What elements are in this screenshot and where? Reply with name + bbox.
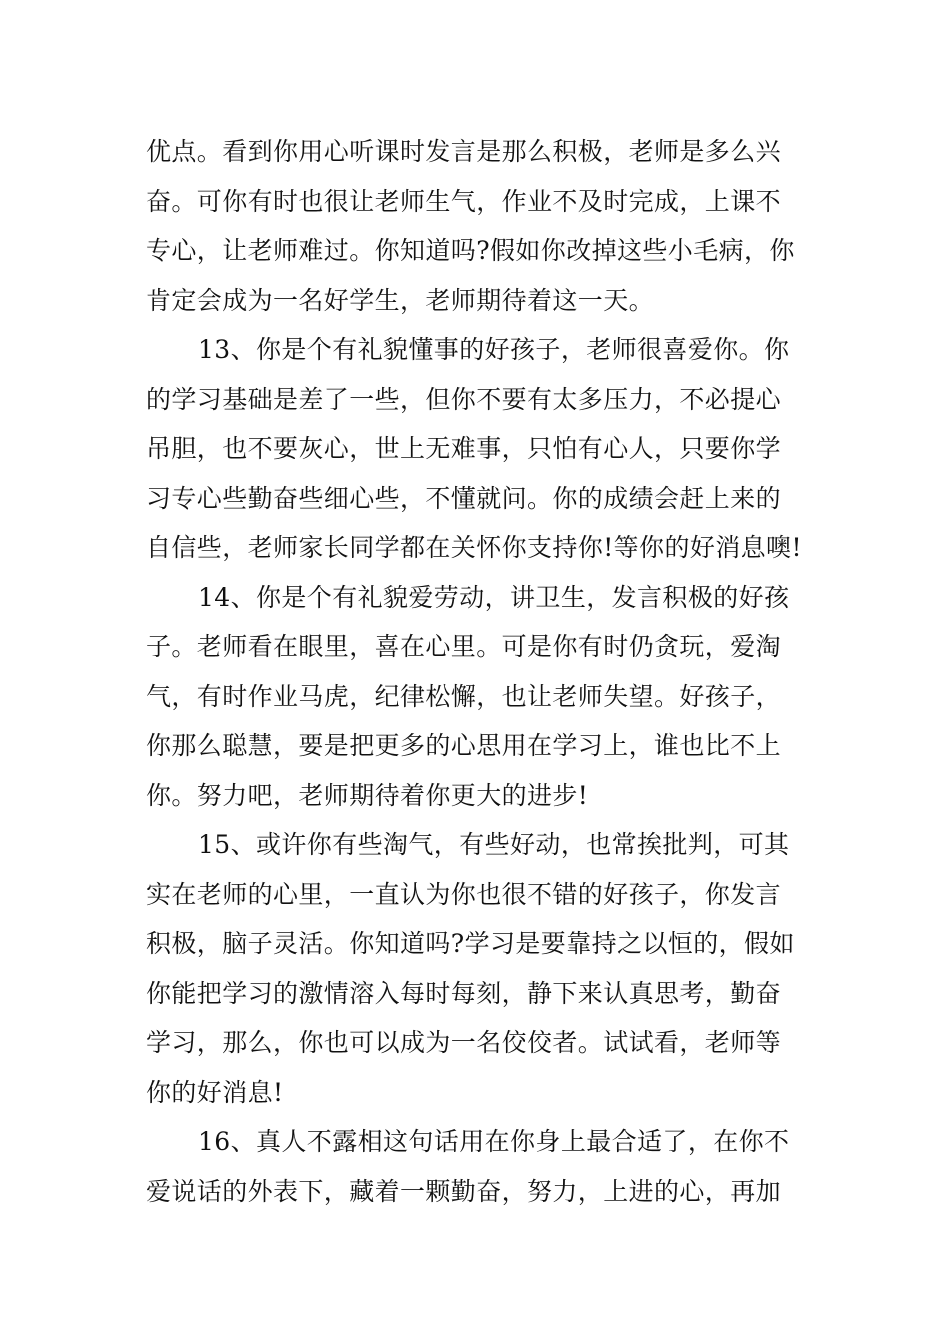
text-line: 自信些，老师家长同学都在关怀你支持你!等你的好消息噢! (146, 533, 802, 562)
text-line: 你的好消息! (146, 1077, 284, 1107)
text-line: 16、真人不露相这句话用在你身上最合适了，在你不 (198, 1127, 790, 1156)
text-line: 奋。可你有时也很让老师生气，作业不及时完成，上课不 (146, 186, 782, 216)
text-line: 的学习基础是差了一些，但你不要有太多压力，不必提心 (146, 384, 782, 414)
text-line: 你。努力吧，老师期待着你更大的进步! (146, 780, 589, 810)
paragraph-13 (146, 325, 806, 573)
paragraph-16 (146, 1117, 806, 1216)
paragraph-continuation (146, 127, 806, 325)
text-line: 你那么聪慧，要是把更多的心思用在学习上，谁也比不上 (146, 731, 782, 760)
text-line: 15、或许你有些淘气，有些好动，也常挨批判，可其 (198, 830, 790, 859)
text-line: 肯定会成为一名好学生，老师期待着这一天。 (146, 285, 655, 315)
text-line: 优点。看到你用心听课时发言是那么积极，老师是多么兴 (146, 137, 782, 166)
text-line: 爱说话的外表下，藏着一颗勤奋，努力，上进的心，再加 (146, 1176, 782, 1206)
paragraph-14 (146, 573, 806, 821)
text-line: 实在老师的心里，一直认为你也很不错的好孩子，你发言 (146, 879, 782, 909)
text-line: 习专心些勤奋些细心些，不懂就问。你的成绩会赶上来的 (146, 483, 782, 513)
text-line: 你能把学习的激情溶入每时每刻，静下来认真思考，勤奋 (146, 978, 782, 1008)
text-line: 专心，让老师难过。你知道吗?假如你改掉这些小毛病，你 (146, 236, 795, 265)
text-line: 气，有时作业马虎，纪律松懈，也让老师失望。好孩子， (146, 681, 782, 711)
text-line: 子。老师看在眼里，喜在心里。可是你有时仍贪玩，爱淘 (146, 632, 782, 661)
text-line: 学习，那么，你也可以成为一名佼佼者。试试看，老师等 (146, 1028, 782, 1057)
text-line: 积极，脑子灵活。你知道吗?学习是要靠持之以恒的，假如 (146, 929, 795, 958)
document-body (146, 127, 806, 1216)
text-line: 13、你是个有礼貌懂事的好孩子，老师很喜爱你。你 (198, 335, 790, 364)
paragraph-15 (146, 820, 806, 1117)
text-line: 14、你是个有礼貌爱劳动，讲卫生，发言积极的好孩 (198, 582, 790, 612)
text-line: 吊胆，也不要灰心，世上无难事，只怕有心人，只要你学 (146, 434, 782, 463)
